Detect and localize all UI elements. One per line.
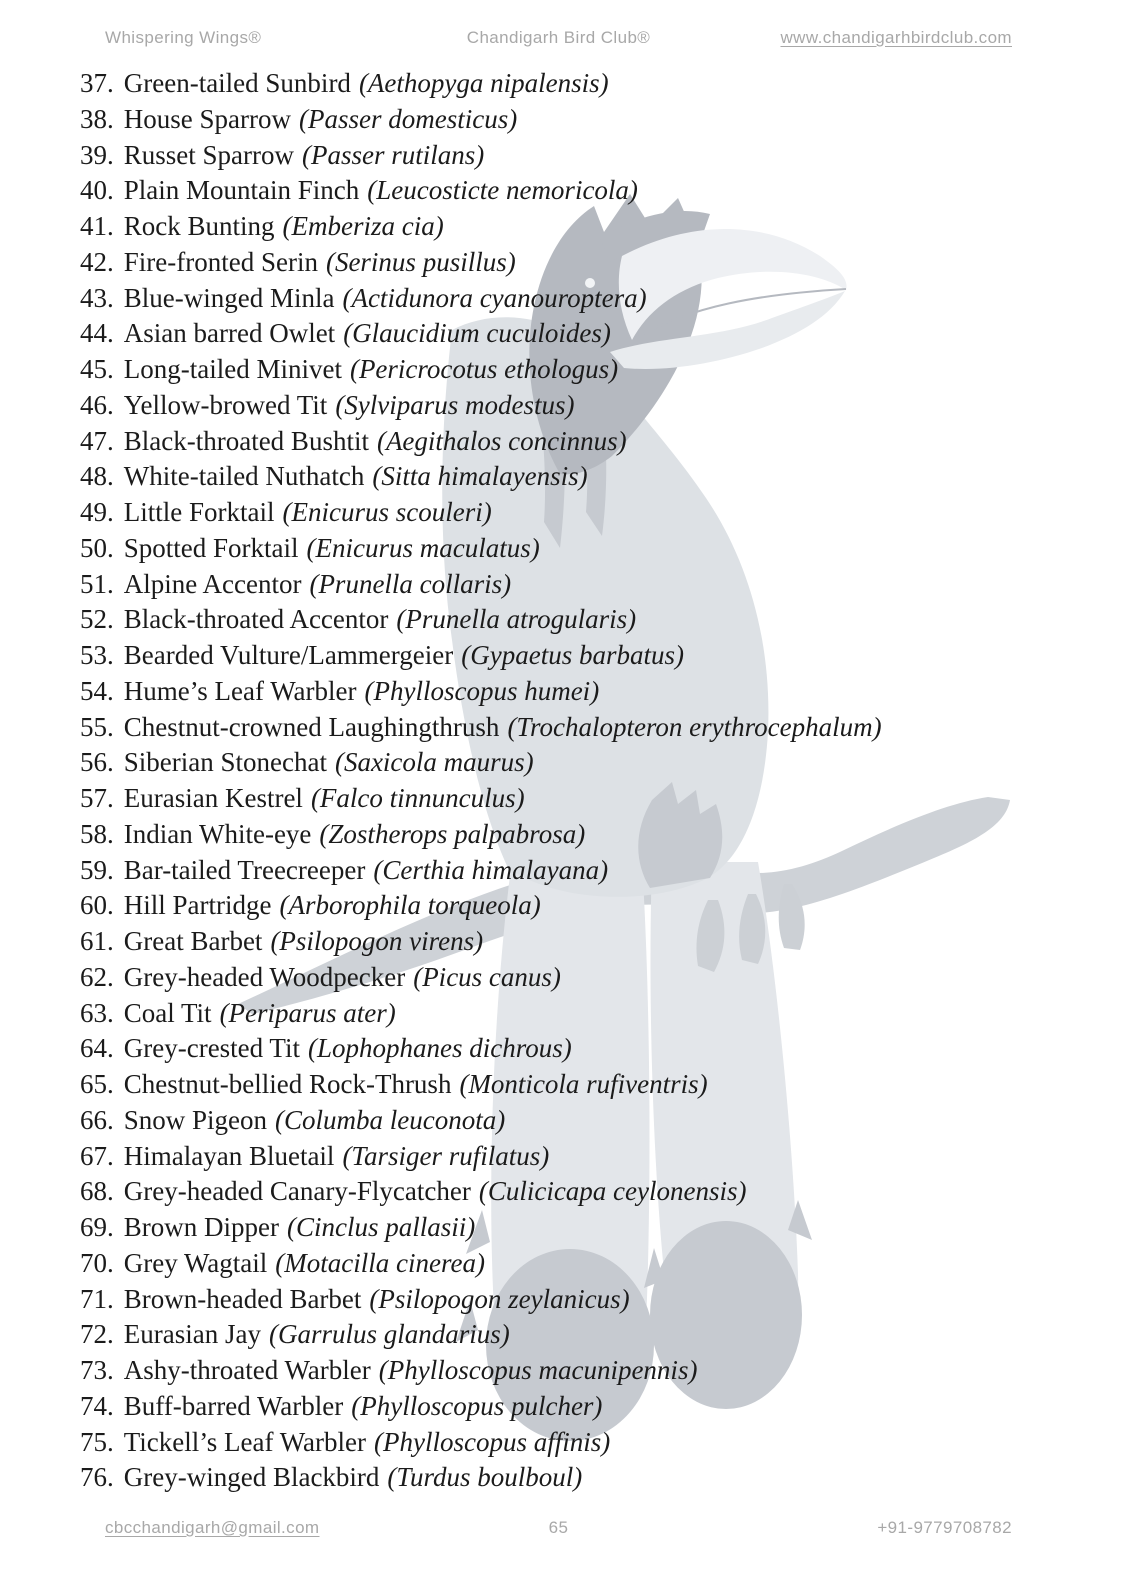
bird-common-name: Snow Pigeon: [123, 1104, 268, 1135]
list-item: [80, 996, 882, 1032]
list-item: [80, 638, 882, 674]
bird-scientific-name: (Cinclus pallasii): [286, 1212, 476, 1242]
item-number: 40.: [80, 175, 114, 206]
bird-scientific-name: (Tarsiger rufilatus): [342, 1140, 550, 1171]
header-brand: Whispering Wings®: [105, 28, 262, 47]
bird-common-name: Fire-fronted Serin: [123, 246, 318, 277]
list-item: [80, 531, 882, 567]
bird-scientific-name: (Glaucidium cuculoides): [343, 318, 611, 349]
bird-scientific-name: (Passer domesticus): [298, 103, 518, 134]
header-club-name: Chandigarh Bird Club®: [466, 28, 651, 47]
list-item: [80, 173, 882, 209]
list-item: [80, 1317, 882, 1353]
bird-scientific-name: (Actidunora cyanouroptera): [342, 282, 647, 313]
bird-scientific-name: (Zostherops palpabrosa): [319, 818, 586, 849]
list-item: [80, 1139, 882, 1175]
bird-common-name: Buff-barred Warbler: [123, 1390, 344, 1421]
item-number: 47.: [80, 425, 114, 456]
bird-common-name: Russet Sparrow: [123, 139, 294, 170]
list-item: [80, 102, 882, 138]
bird-scientific-name: (Serinus pusillus): [325, 246, 516, 277]
footer-email-link[interactable]: cbcchandigarh@gmail.com: [105, 1518, 320, 1537]
bird-scientific-name: (Aethopyga nipalensis): [358, 68, 609, 98]
item-number: 55.: [80, 711, 114, 742]
bird-common-name: Bar-tailed Treecreeper: [123, 854, 366, 885]
bird-scientific-name: (Phylloscopus affinis): [374, 1426, 611, 1457]
bird-scientific-name: (Columba leuconota): [275, 1104, 506, 1135]
bird-common-name: Siberian Stonechat: [123, 747, 327, 778]
list-item: [80, 1246, 882, 1282]
item-number: 62.: [80, 961, 114, 992]
item-number: 54.: [80, 675, 114, 706]
item-number: 38.: [80, 103, 114, 134]
bird-scientific-name: (Prunella collaris): [309, 568, 512, 599]
item-number: 37.: [80, 68, 114, 98]
bird-scientific-name: (Enicurus maculatus): [306, 532, 540, 563]
bird-common-name: White-tailed Nuthatch: [123, 461, 365, 492]
bird-scientific-name: (Pericrocotus ethologus): [349, 354, 619, 384]
bird-common-name: Alpine Accentor: [123, 568, 302, 599]
list-item: [80, 1425, 882, 1461]
bird-common-name: Hill Partridge: [123, 890, 272, 921]
list-item: [80, 1282, 882, 1318]
item-number: 64.: [80, 1033, 114, 1064]
bird-list: [80, 66, 882, 1496]
bird-common-name: Ashy-throated Warbler: [123, 1355, 371, 1385]
list-item: [80, 1067, 882, 1103]
list-item: [80, 1210, 882, 1246]
page-number: 65: [548, 1518, 569, 1537]
bird-common-name: House Sparrow: [123, 103, 291, 134]
list-item: [80, 316, 882, 352]
bird-scientific-name: (Phylloscopus macunipennis): [378, 1355, 698, 1385]
bird-common-name: Brown-headed Barbet: [123, 1283, 362, 1314]
bird-scientific-name: (Leucosticte nemoricola): [367, 175, 638, 206]
item-number: 52.: [80, 604, 114, 635]
list-item: [80, 602, 882, 638]
item-number: 60.: [80, 890, 114, 921]
bird-common-name: Asian barred Owlet: [123, 318, 336, 349]
bird-common-name: Coal Tit: [123, 997, 212, 1028]
list-item: [80, 388, 882, 424]
bird-scientific-name: (Phylloscopus pulcher): [351, 1390, 603, 1421]
item-number: 57.: [80, 783, 114, 813]
bird-common-name: Great Barbet: [123, 926, 263, 956]
list-item: [80, 1389, 882, 1425]
bird-scientific-name: (Picus canus): [413, 961, 561, 992]
bird-scientific-name: (Psilopogon zeylanicus): [369, 1283, 630, 1314]
item-number: 56.: [80, 747, 114, 778]
bird-common-name: Long-tailed Minivet: [123, 354, 342, 384]
bird-common-name: Plain Mountain Finch: [123, 175, 360, 206]
list-item: [80, 817, 882, 853]
bird-common-name: Eurasian Kestrel: [123, 783, 303, 813]
bird-common-name: Blue-winged Minla: [123, 282, 335, 313]
item-number: 50.: [80, 532, 114, 563]
bird-scientific-name: (Passer rutilans): [302, 139, 485, 170]
bird-scientific-name: (Sitta himalayensis): [372, 461, 588, 492]
page-footer: [105, 1518, 1012, 1538]
bird-scientific-name: (Monticola rufiventris): [459, 1069, 708, 1099]
item-number: 44.: [80, 318, 114, 349]
list-item: [80, 710, 882, 746]
bird-scientific-name: (Garrulus glandarius): [268, 1319, 510, 1350]
bird-scientific-name: (Certhia himalayana): [373, 854, 609, 885]
bird-common-name: Chestnut-crowned Laughingthrush: [123, 711, 500, 742]
bird-common-name: Little Forktail: [123, 497, 275, 527]
bird-common-name: Indian White-eye: [123, 818, 312, 849]
bird-scientific-name: (Turdus boulboul): [387, 1462, 583, 1493]
bird-common-name: Rock Bunting: [123, 211, 275, 241]
bird-common-name: Grey-headed Canary-Flycatcher: [123, 1176, 471, 1207]
item-number: 43.: [80, 282, 114, 313]
bird-common-name: Brown Dipper: [123, 1212, 279, 1242]
bird-common-name: Grey-winged Blackbird: [123, 1462, 380, 1493]
item-number: 65.: [80, 1069, 114, 1099]
bird-scientific-name: (Culicicapa ceylonensis): [478, 1176, 747, 1207]
item-number: 70.: [80, 1247, 114, 1278]
item-number: 75.: [80, 1426, 114, 1457]
item-number: 49.: [80, 497, 114, 527]
list-item: [80, 960, 882, 996]
list-item: [80, 66, 882, 102]
item-number: 46.: [80, 389, 114, 420]
bird-common-name: Black-throated Accentor: [123, 604, 389, 635]
item-number: 59.: [80, 854, 114, 885]
item-number: 73.: [80, 1355, 114, 1385]
list-item: [80, 352, 882, 388]
bird-scientific-name: (Saxicola maurus): [334, 747, 534, 778]
bird-scientific-name: (Prunella atrogularis): [396, 604, 637, 635]
list-item: [80, 1174, 882, 1210]
bird-scientific-name: (Aegithalos concinnus): [376, 425, 627, 456]
bird-scientific-name: (Falco tinnunculus): [310, 783, 525, 813]
item-number: 76.: [80, 1462, 114, 1493]
list-item: [80, 781, 882, 817]
item-number: 48.: [80, 461, 114, 492]
item-number: 41.: [80, 211, 114, 241]
item-number: 61.: [80, 926, 114, 956]
bird-common-name: Tickell’s Leaf Warbler: [123, 1426, 367, 1457]
bird-scientific-name: (Motacilla cinerea): [275, 1247, 485, 1278]
list-item: [80, 853, 882, 889]
item-number: 58.: [80, 818, 114, 849]
item-number: 51.: [80, 568, 114, 599]
item-number: 72.: [80, 1319, 114, 1350]
item-number: 71.: [80, 1283, 114, 1314]
bird-common-name: Bearded Vulture/Lammergeier: [123, 640, 454, 670]
footer-phone: +91-9779708782: [877, 1518, 1012, 1537]
bird-scientific-name: (Psilopogon virens): [270, 926, 484, 956]
bird-common-name: Chestnut-bellied Rock-Thrush: [123, 1069, 452, 1099]
bird-scientific-name: (Arborophila torqueola): [279, 890, 541, 921]
list-item: [80, 209, 882, 245]
header-website-link[interactable]: www.chandigarhbirdclub.com: [780, 28, 1012, 47]
item-number: 74.: [80, 1390, 114, 1421]
bird-common-name: Grey-headed Woodpecker: [123, 961, 406, 992]
item-number: 66.: [80, 1104, 114, 1135]
list-item: [80, 281, 882, 317]
item-number: 67.: [80, 1140, 114, 1171]
bird-common-name: Green-tailed Sunbird: [123, 68, 351, 98]
list-item: [80, 1031, 882, 1067]
list-item: [80, 424, 882, 460]
bird-scientific-name: (Sylviparus modestus): [335, 389, 575, 420]
list-item: [80, 495, 882, 531]
bird-common-name: Black-throated Bushtit: [123, 425, 369, 456]
bird-scientific-name: (Gypaetus barbatus): [461, 640, 684, 670]
list-item: [80, 1103, 882, 1139]
list-item: [80, 1460, 882, 1496]
bird-common-name: Hume’s Leaf Warbler: [123, 675, 357, 706]
item-number: 39.: [80, 139, 114, 170]
item-number: 69.: [80, 1212, 114, 1242]
bird-common-name: Eurasian Jay: [123, 1319, 261, 1350]
list-item: [80, 1353, 882, 1389]
item-number: 45.: [80, 354, 114, 384]
bird-scientific-name: (Trochalopteron erythrocephalum): [507, 711, 882, 742]
bird-scientific-name: (Lophophanes dichrous): [307, 1033, 572, 1064]
bird-scientific-name: (Enicurus scouleri): [282, 497, 492, 527]
bird-common-name: Grey Wagtail: [123, 1247, 268, 1278]
bird-common-name: Himalayan Bluetail: [123, 1140, 335, 1171]
bird-scientific-name: (Emberiza cia): [282, 211, 444, 241]
list-item: [80, 138, 882, 174]
list-item: [80, 924, 882, 960]
bird-common-name: Yellow-browed Tit: [123, 389, 328, 420]
list-item: [80, 674, 882, 710]
list-item: [80, 888, 882, 924]
item-number: 68.: [80, 1176, 114, 1207]
bird-common-name: Grey-crested Tit: [123, 1033, 300, 1064]
item-number: 53.: [80, 640, 114, 670]
bird-scientific-name: (Periparus ater): [219, 997, 396, 1028]
list-item: [80, 745, 882, 781]
list-item: [80, 567, 882, 603]
item-number: 42.: [80, 246, 114, 277]
list-item: [80, 245, 882, 281]
bird-common-name: Spotted Forktail: [123, 532, 299, 563]
list-item: [80, 459, 882, 495]
page-header: [105, 28, 1012, 48]
bird-scientific-name: (Phylloscopus humei): [364, 675, 600, 706]
item-number: 63.: [80, 997, 114, 1028]
